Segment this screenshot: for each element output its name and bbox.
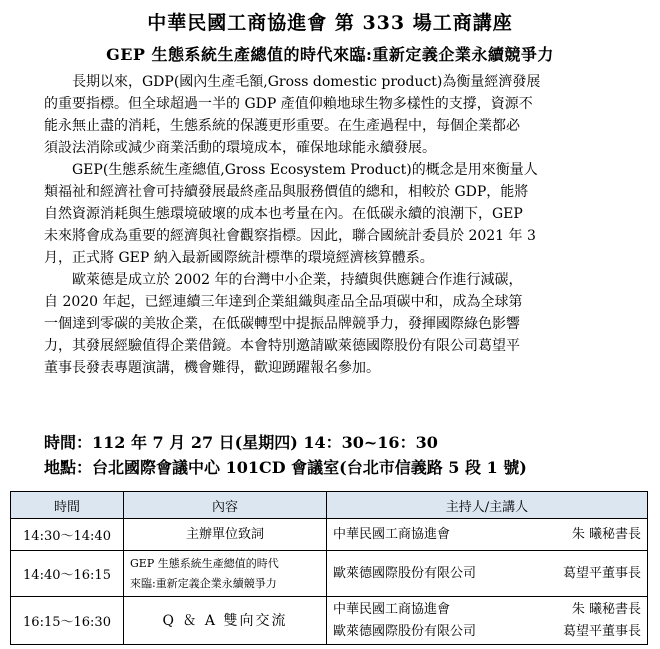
host-organization: 歐萊德國際股份有限公司 <box>333 565 477 581</box>
host-entry <box>333 621 641 643</box>
paragraph-line: 一個達到零碳的美妝企業，在低碳轉型中提振品牌競爭力，發揮國際綠色影響 <box>44 316 520 332</box>
agenda-time: 16:15～16:30 <box>11 597 124 645</box>
column-header-time: 時間 <box>11 492 124 519</box>
page-title: 中華民國工商協進會 第 333 場工商講座 <box>147 12 513 34</box>
host-entry <box>333 599 641 621</box>
agenda-content: 主辦單位致詞 <box>124 519 327 551</box>
page-subtitle: GEP 生態系統生產總值的時代來臨:重新定義企業永續競爭力 <box>106 45 554 64</box>
column-header-host: 主持人/主講人 <box>327 492 648 519</box>
agenda-time: 14:30～14:40 <box>11 519 124 551</box>
paragraph-line: 自然資源消耗與生態環境破壞的成本也考量在內。在低碳永續的浪潮下，GEP <box>44 206 523 222</box>
host-entry <box>333 563 641 585</box>
paragraph-line: GEP(生態系統生產總值,Gross Ecosystem Product)的概念是用來衡量人 <box>72 162 538 178</box>
paragraph-line: 月，正式將 GEP 納入最新國際統計標準的環境經濟核算體系。 <box>44 250 434 266</box>
agenda-host <box>327 519 648 551</box>
paragraph-line: 董事長發表專題演講，機會難得，歡迎踴躍報名參加。 <box>44 360 380 376</box>
intro-text <box>44 71 620 379</box>
host-organization: 中華民國工商協進會 <box>333 601 451 617</box>
agenda-host <box>327 597 648 645</box>
event-time: 時間：112 年 7 月 27 日(星期四) 14：30~16：30 <box>44 433 438 452</box>
paragraph-line: 自 2020 年起，已經連續三年達到企業組織與產品全品項碳中和，成為全球第 <box>44 294 523 310</box>
paragraph-line: 須設法消除或減少商業活動的環境成本，確保地球能永續發展。 <box>44 140 436 156</box>
agenda-table <box>10 491 648 645</box>
host-person: 朱 曦秘書長 <box>571 526 641 542</box>
host-person: 葛望平董事長 <box>562 623 641 639</box>
host-person: 朱 曦秘書長 <box>571 601 641 617</box>
host-organization: 歐萊德國際股份有限公司 <box>333 623 477 639</box>
agenda-host <box>327 551 648 597</box>
agenda-content: Q ＆ A 雙向交流 <box>124 597 327 645</box>
event-location: 地點：台北國際會議中心 101CD 會議室(台北市信義路 5 段 1 號) <box>44 458 527 477</box>
paragraph-line: 未來將會成為重要的經濟與社會觀察指標。因此，聯合國統計委員於 2021 年 3 <box>44 228 536 244</box>
agenda-time: 14:40～16:15 <box>11 551 124 597</box>
paragraph-line: 力，其發展經驗值得企業借鏡。本會特別邀請歐萊德國際股份有限公司葛望平 <box>44 338 520 354</box>
host-entry <box>333 524 641 546</box>
host-organization: 中華民國工商協進會 <box>333 526 451 542</box>
table-row <box>11 551 648 597</box>
paragraph-line: 的重要指標。但全球超過一半的 GDP 產值仰賴地球生物多樣性的支撐，資源不 <box>44 96 533 112</box>
paragraph-line: 長期以來，GDP(國內生產毛額,Gross domestic product)為衡量經濟發展 <box>72 74 541 90</box>
table-row <box>11 519 648 551</box>
host-person: 葛望平董事長 <box>562 565 641 581</box>
paragraph-line: 能永無止盡的消耗，生態系統的保護更形重要。在生產過程中，每個企業都必 <box>44 118 520 134</box>
paragraph-line: 類福祉和經濟社會可持續發展最終產品與服務價值的總和，相較於 GDP，能將 <box>44 184 529 200</box>
column-header-content: 內容 <box>124 492 327 519</box>
paragraph-line: 歐萊德是成立於 2002 年的台灣中小企業，持續與供應鏈合作進行減碳， <box>72 272 523 288</box>
table-header-row <box>11 492 648 519</box>
agenda-content: GEP 生態系統生產總值的時代 來臨:重新定義企業永續競爭力 <box>124 551 327 597</box>
table-row <box>11 597 648 645</box>
